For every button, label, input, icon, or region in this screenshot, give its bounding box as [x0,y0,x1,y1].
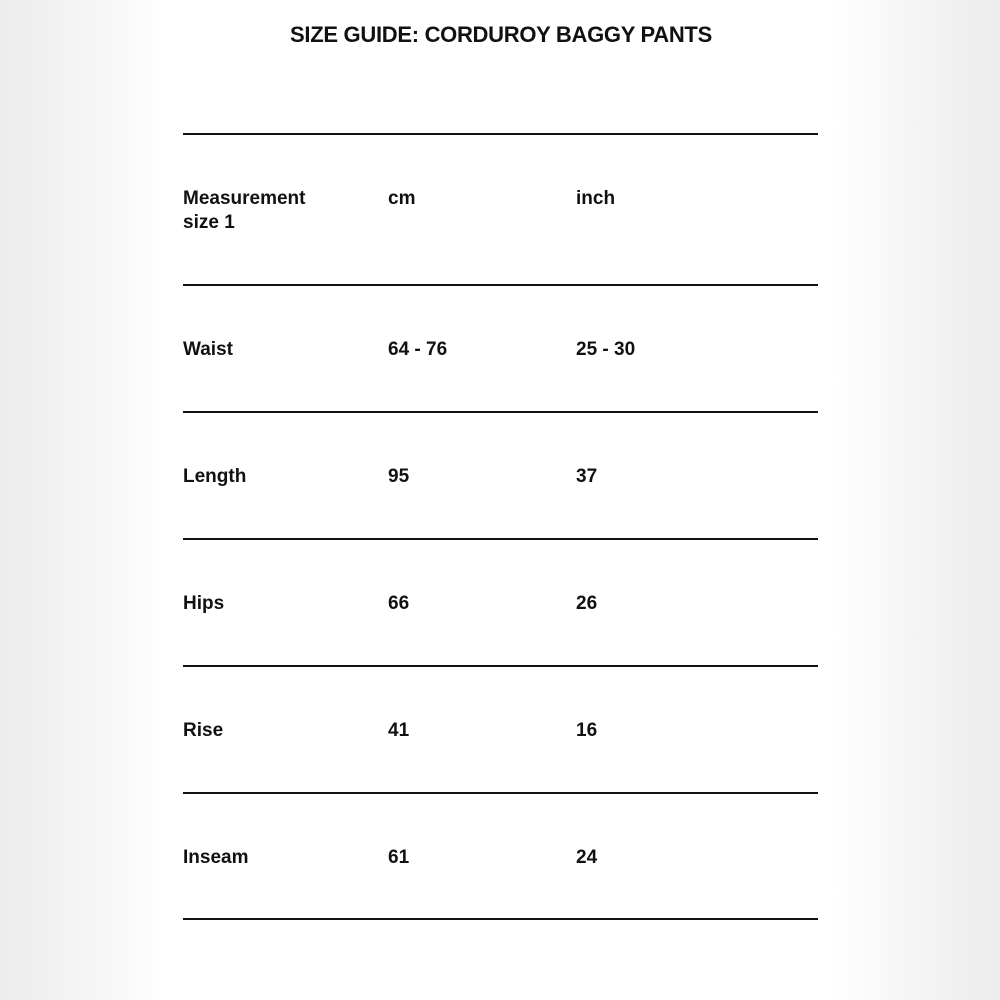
row-cm-value: 64 - 76 [388,339,448,360]
row-cm-value: 61 [388,847,410,868]
row-label: Inseam [183,847,249,868]
row-inch-value: 37 [576,466,598,487]
row-label: Rise [183,720,224,741]
divider [183,411,818,413]
row-inch-value: 25 - 30 [576,339,636,360]
row-cm-value: 41 [388,720,410,741]
row-label: Length [183,466,247,487]
row-label: Waist [183,339,233,360]
divider [183,284,818,286]
header-measurement: Measurement size 1 [183,188,306,233]
divider [183,538,818,540]
divider [183,918,818,920]
row-label: Hips [183,593,225,614]
header-inch: inch [576,188,616,209]
row-inch-value: 24 [576,847,598,868]
page-title: SIZE GUIDE: CORDUROY BAGGY PANTS [290,22,712,47]
header-cm: cm [388,188,416,209]
row-cm-value: 66 [388,593,410,614]
row-inch-value: 16 [576,720,598,741]
size-guide-panel [166,0,836,1000]
divider [183,665,818,667]
row-inch-value: 26 [576,593,598,614]
row-cm-value: 95 [388,466,410,487]
divider [183,133,818,135]
divider [183,792,818,794]
